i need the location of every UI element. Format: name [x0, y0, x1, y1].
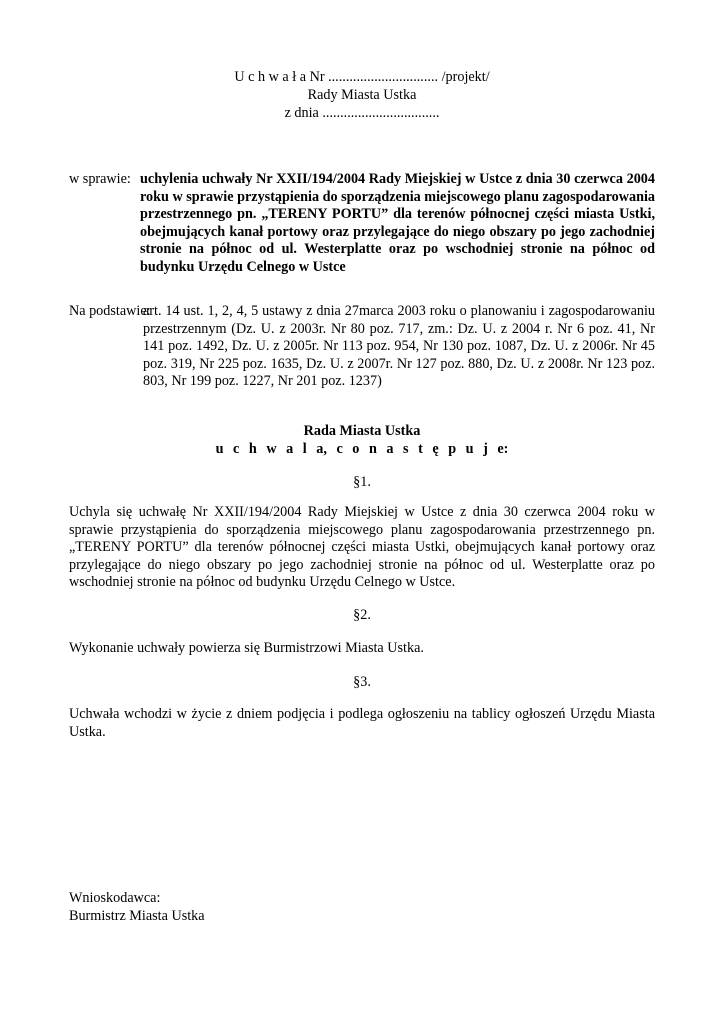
- applicant-name: Burmistrz Miasta Ustka: [69, 908, 205, 924]
- section-1-text: Uchyla się uchwałę Nr XXII/194/2004 Rady Miejskiej w Ustce z dnia 30 czerwca 2004 roku w sprawie przystąpienia do sporządzenia miejscowego planu zagospodarowania przestrzennego pn. „TERENY PORTU” dla terenów północnej części miasta Ustki, obejmujących kanał portowy oraz przylegające do niego obszary po jego zachodniej stronie na północ od ul. Westerplatte oraz po wschodniej stronie na północ od budynku Urzędu Celnego w Ustce.: [69, 504, 655, 591]
- section-2-text: Wykonanie uchwały powierza się Burmistrzowi Miasta Ustka.: [69, 640, 424, 656]
- legal-basis-label: Na podstawie:: [69, 303, 151, 319]
- subject-label: w sprawie:: [69, 171, 131, 187]
- subject-text: uchylenia uchwały Nr XXII/194/2004 Rady Miejskiej w Ustce z dnia 30 czerwca 2004 roku w sprawie przystąpienia do sporządzenia miejscowego planu zagospodarowania przestrzennego pn. „TERENY PORTU” dla terenów północnej części miasta Ustki, obejmujących kanał portowy oraz przylegające do niego obszary po jego zachodniej stronie na północ od ul. Westerplatte oraz po wschodniej stronie na północ od budynku Urzędu Celnego w Ustce: [140, 171, 655, 275]
- document-title: U c h w a ł a Nr ............................... /projekt/: [234, 69, 490, 85]
- applicant-label: Wnioskodawca:: [69, 890, 161, 906]
- section-1-mark: §1.: [353, 474, 371, 490]
- date-line: z dnia .................................: [284, 105, 440, 121]
- council-name: Rady Miasta Ustka: [307, 87, 417, 103]
- legal-basis-text: art. 14 ust. 1, 2, 4, 5 ustawy z dnia 27marca 2003 roku o planowaniu i zagospodarowaniu przestrzennym (Dz. U. z 2003r. Nr 80 poz. 717, zm.: Dz. U. z 2004 r. Nr 6 poz. 41, Nr 141 poz. 1492, Dz. U. z 2005r. Nr 113 poz. 954, Nr 130 poz. 1087, Dz. U. z 2006r. Nr 45 poz. 319, Nr 225 poz. 1635, Dz. U. z 2007r. Nr 127 poz. 880, Dz. U. z 2008r. Nr 123 poz. 803, Nr 199 poz. 1227, Nr 201 poz. 1237): [143, 303, 655, 390]
- section-3-text: Uchwała wchodzi w życie z dniem podjęcia i podlega ogłoszeniu na tablicy ogłoszeń Urzędu Miasta Ustka.: [69, 706, 655, 740]
- resolution-subheading: u c h w a l a, c o n a s t ę p u j e:: [215, 441, 509, 457]
- resolution-heading: Rada Miasta Ustka: [303, 423, 421, 439]
- section-2-mark: §2.: [353, 607, 371, 623]
- section-3-mark: §3.: [353, 674, 371, 690]
